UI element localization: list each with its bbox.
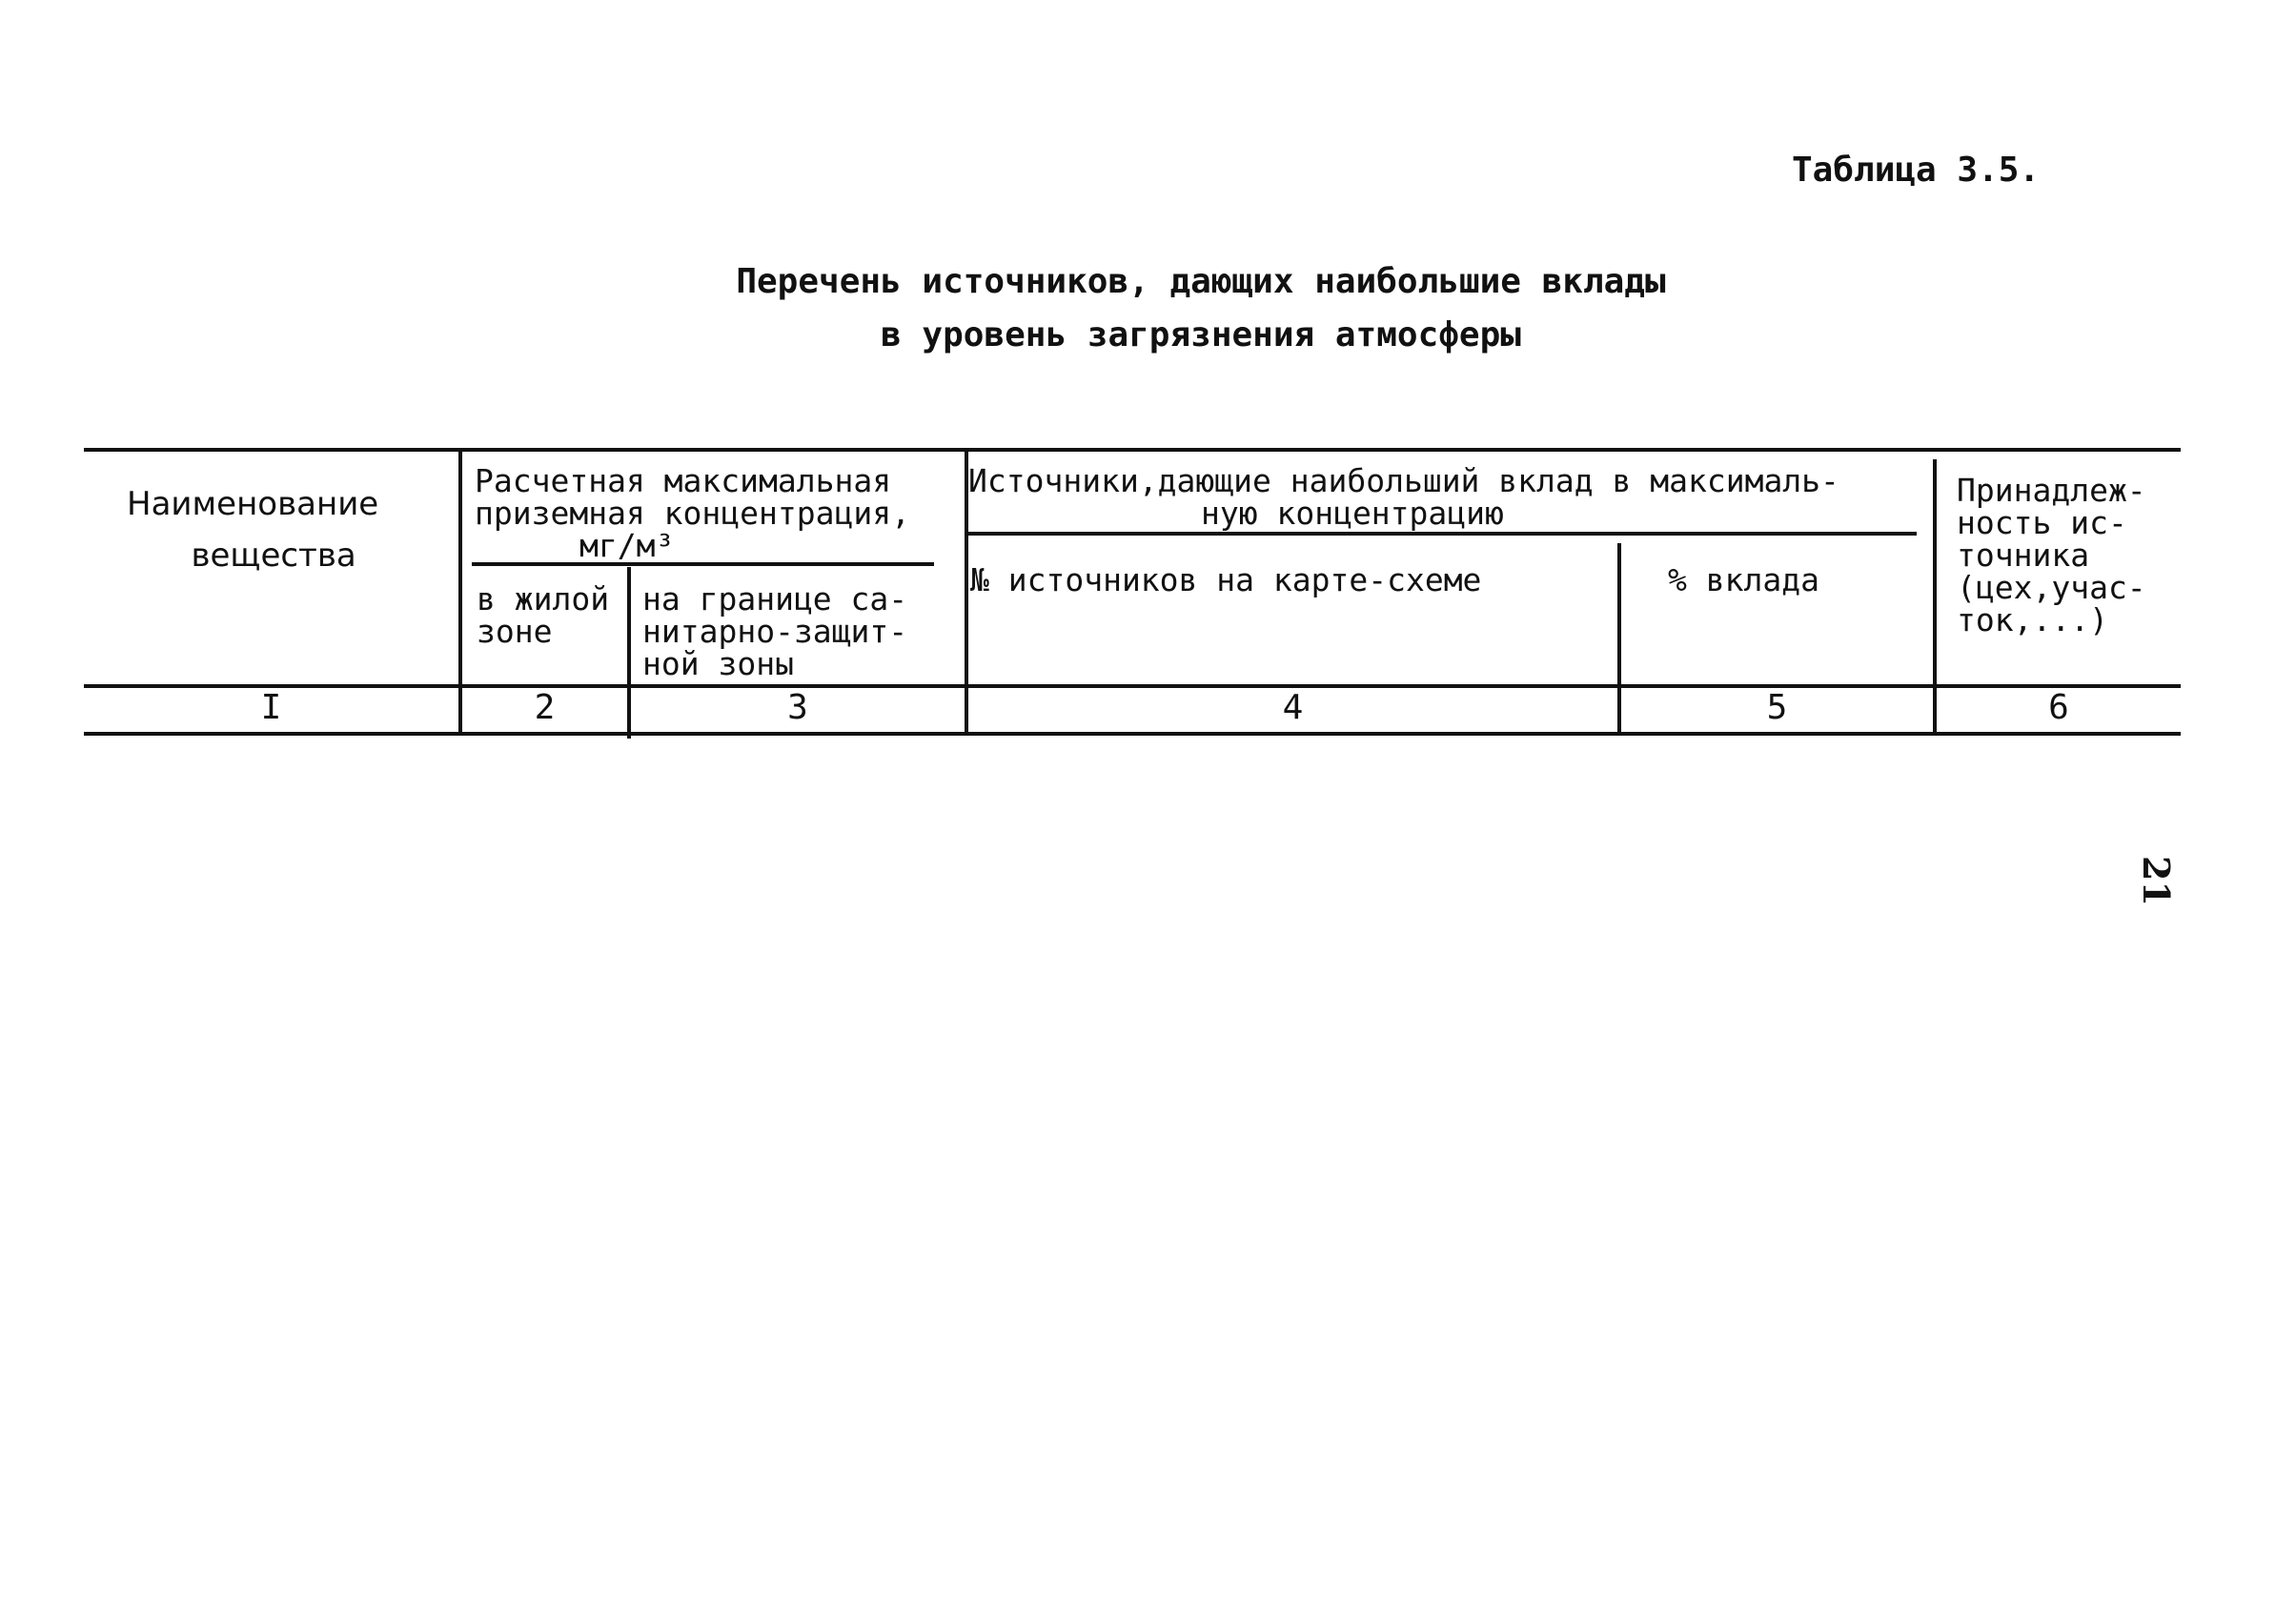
- header-max-conc-units: мг/м³: [579, 527, 675, 564]
- column-number-4: 4: [1282, 688, 1304, 727]
- header-max-conc-line-1: Расчетная максимальная: [475, 462, 892, 499]
- header-residential-line-1: в жилой: [477, 580, 610, 618]
- header-ownership-line-1: Принадлеж-: [1957, 472, 2146, 509]
- column-number-6: 6: [2048, 688, 2069, 727]
- header-ownership-line-4: (цех,учас-: [1957, 569, 2146, 606]
- header-substance-name: [127, 478, 378, 581]
- title-line-2: в уровень загрязнения атмосферы: [881, 315, 1521, 354]
- header-sources-line-1: Источники,дающие наибольший вклад в максималь-: [968, 462, 1839, 499]
- header-sanitary-line-3: ной зоны: [642, 645, 794, 682]
- column-number-3: 3: [787, 688, 808, 727]
- header-max-concentration: [475, 462, 910, 564]
- header-largest-contribution-sources: [968, 462, 1839, 532]
- column-number-5: 5: [1766, 688, 1788, 727]
- header-ownership-line-2: ность ис-: [1957, 504, 2127, 541]
- column-number-1: I: [260, 688, 282, 727]
- page-number: 21: [2135, 856, 2178, 906]
- header-sanitary-line-2: нитарно-защит-: [642, 613, 908, 650]
- header-ownership-line-5: ток,...): [1957, 601, 2108, 638]
- header-sanitary-boundary: [642, 580, 908, 682]
- title-line-1: Перечень источников, дающих наибольшие вклады: [736, 262, 1666, 301]
- header-ownership-line-3: точника: [1957, 537, 2090, 574]
- header-substance-line-1: Наименование: [127, 485, 379, 523]
- table-label: Таблица 3.5.: [1792, 151, 2041, 190]
- column-number-2: 2: [534, 688, 556, 727]
- header-substance-line-2: вещества: [191, 537, 356, 575]
- header-max-conc-line-2: приземная концентрация,: [475, 495, 910, 532]
- header-sources-line-2: ную концентрацию: [1201, 495, 1504, 532]
- document-title: [534, 255, 1868, 362]
- group-rule-sources: [968, 532, 1917, 536]
- header-residential-line-2: зоне: [477, 613, 553, 650]
- header-contribution-percent: % вклада: [1668, 561, 1819, 598]
- header-residential-zone: [477, 580, 610, 650]
- table-bottom-rule: [84, 732, 2181, 736]
- header-source-numbers: № источников на карте-схеме: [970, 561, 1482, 598]
- group-rule-concentration: [472, 562, 934, 566]
- header-sanitary-line-1: на границе са-: [642, 580, 908, 618]
- table-top-rule: [84, 448, 2181, 452]
- header-source-ownership: [1957, 472, 2146, 638]
